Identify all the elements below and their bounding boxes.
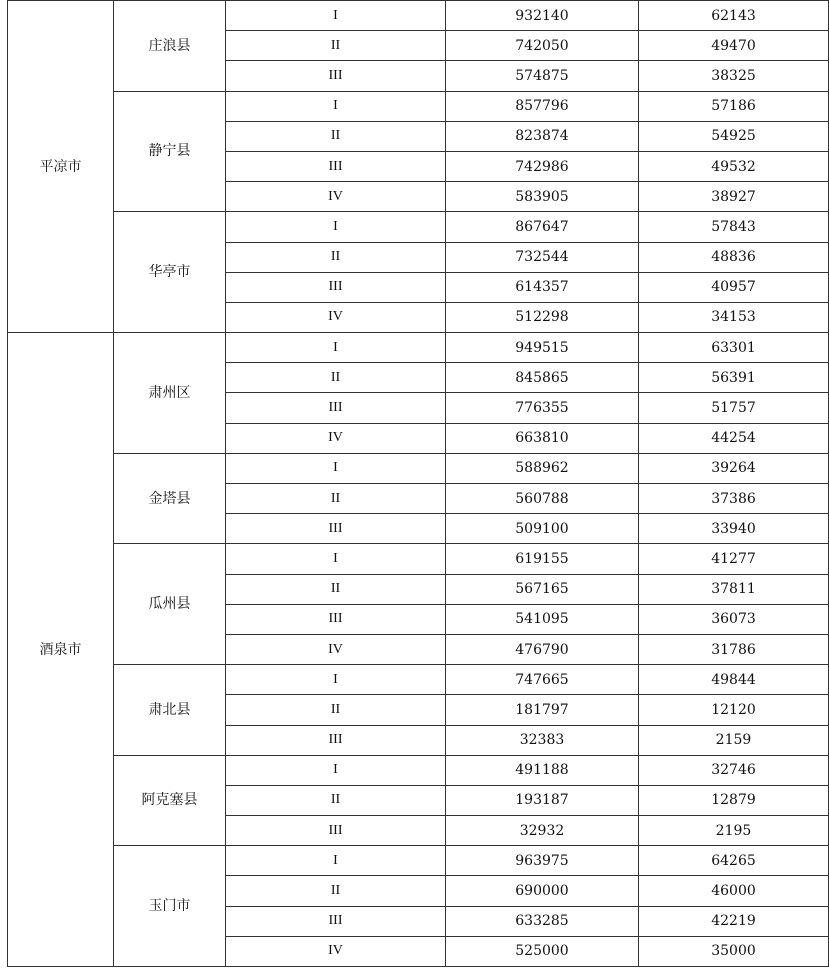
value1-cell: 747665 [446,665,639,695]
value2-cell: 48836 [639,242,829,272]
value2-cell: 63301 [639,333,829,363]
value2-cell: 49844 [639,665,829,695]
value2-cell: 34153 [639,302,829,332]
level-cell: III [226,514,446,544]
level-cell: I [226,453,446,483]
level-cell: II [226,876,446,906]
value2-cell: 49470 [639,31,829,61]
value2-cell: 2195 [639,816,829,846]
value2-cell: 62143 [639,1,829,31]
data-table [7,0,829,967]
value1-cell: 491188 [446,755,639,785]
value2-cell: 57843 [639,212,829,242]
value1-cell: 823874 [446,121,639,151]
level-cell: IV [226,936,446,966]
value1-cell: 619155 [446,544,639,574]
level-cell: IV [226,302,446,332]
value1-cell: 193187 [446,785,639,815]
level-cell: II [226,121,446,151]
county-cell: 静宁县 [114,91,226,212]
value1-cell: 181797 [446,695,639,725]
table-row [8,1,829,31]
value2-cell: 37811 [639,574,829,604]
value1-cell: 932140 [446,1,639,31]
level-cell: III [226,151,446,181]
city-cell: 平凉市 [8,1,114,333]
county-cell: 华亭市 [114,212,226,333]
value1-cell: 742050 [446,31,639,61]
value1-cell: 525000 [446,936,639,966]
value1-cell: 776355 [446,393,639,423]
county-cell: 庄浪县 [114,1,226,92]
level-cell: III [226,61,446,91]
level-cell: I [226,755,446,785]
county-cell: 瓜州县 [114,544,226,665]
city-cell: 酒泉市 [8,333,114,967]
level-cell: IV [226,634,446,664]
value2-cell: 36073 [639,604,829,634]
value1-cell: 633285 [446,906,639,936]
value2-cell: 32746 [639,755,829,785]
level-cell: IV [226,182,446,212]
level-cell: II [226,785,446,815]
level-cell: I [226,212,446,242]
county-cell: 金塔县 [114,453,226,544]
value1-cell: 614357 [446,272,639,302]
county-cell: 玉门市 [114,846,226,967]
level-cell: III [226,725,446,755]
level-cell: I [226,333,446,363]
level-cell: III [226,604,446,634]
level-cell: II [226,484,446,514]
level-cell: II [226,242,446,272]
value1-cell: 567165 [446,574,639,604]
table-row [8,544,829,574]
value2-cell: 54925 [639,121,829,151]
table-row [8,846,829,876]
value2-cell: 38927 [639,182,829,212]
value1-cell: 690000 [446,876,639,906]
level-cell: I [226,91,446,121]
value1-cell: 476790 [446,634,639,664]
value1-cell: 560788 [446,484,639,514]
value1-cell: 742986 [446,151,639,181]
value2-cell: 40957 [639,272,829,302]
level-cell: II [226,574,446,604]
table-row [8,212,829,242]
value1-cell: 949515 [446,333,639,363]
value1-cell: 541095 [446,604,639,634]
table-body [8,1,829,967]
county-cell: 阿克塞县 [114,755,226,846]
level-cell: IV [226,423,446,453]
value2-cell: 33940 [639,514,829,544]
value2-cell: 31786 [639,634,829,664]
level-cell: I [226,665,446,695]
value1-cell: 32383 [446,725,639,755]
level-cell: I [226,1,446,31]
county-cell: 肃北县 [114,665,226,756]
value2-cell: 51757 [639,393,829,423]
value1-cell: 663810 [446,423,639,453]
value1-cell: 732544 [446,242,639,272]
table-row [8,665,829,695]
value2-cell: 39264 [639,453,829,483]
value2-cell: 44254 [639,423,829,453]
value2-cell: 38325 [639,61,829,91]
table-row [8,333,829,363]
value2-cell: 46000 [639,876,829,906]
value2-cell: 2159 [639,725,829,755]
value1-cell: 867647 [446,212,639,242]
value2-cell: 41277 [639,544,829,574]
value2-cell: 57186 [639,91,829,121]
county-cell: 肃州区 [114,333,226,454]
level-cell: II [226,31,446,61]
level-cell: III [226,816,446,846]
level-cell: III [226,272,446,302]
value2-cell: 56391 [639,363,829,393]
value1-cell: 583905 [446,182,639,212]
value2-cell: 35000 [639,936,829,966]
level-cell: II [226,363,446,393]
value2-cell: 12120 [639,695,829,725]
level-cell: I [226,846,446,876]
value1-cell: 845865 [446,363,639,393]
value1-cell: 509100 [446,514,639,544]
table-row [8,453,829,483]
value1-cell: 574875 [446,61,639,91]
level-cell: I [226,544,446,574]
value2-cell: 64265 [639,846,829,876]
table-row [8,755,829,785]
value1-cell: 512298 [446,302,639,332]
table-row [8,91,829,121]
value2-cell: 49532 [639,151,829,181]
level-cell: II [226,695,446,725]
value2-cell: 12879 [639,785,829,815]
value1-cell: 32932 [446,816,639,846]
level-cell: III [226,906,446,936]
value1-cell: 588962 [446,453,639,483]
value2-cell: 42219 [639,906,829,936]
value2-cell: 37386 [639,484,829,514]
level-cell: III [226,393,446,423]
value1-cell: 963975 [446,846,639,876]
value1-cell: 857796 [446,91,639,121]
